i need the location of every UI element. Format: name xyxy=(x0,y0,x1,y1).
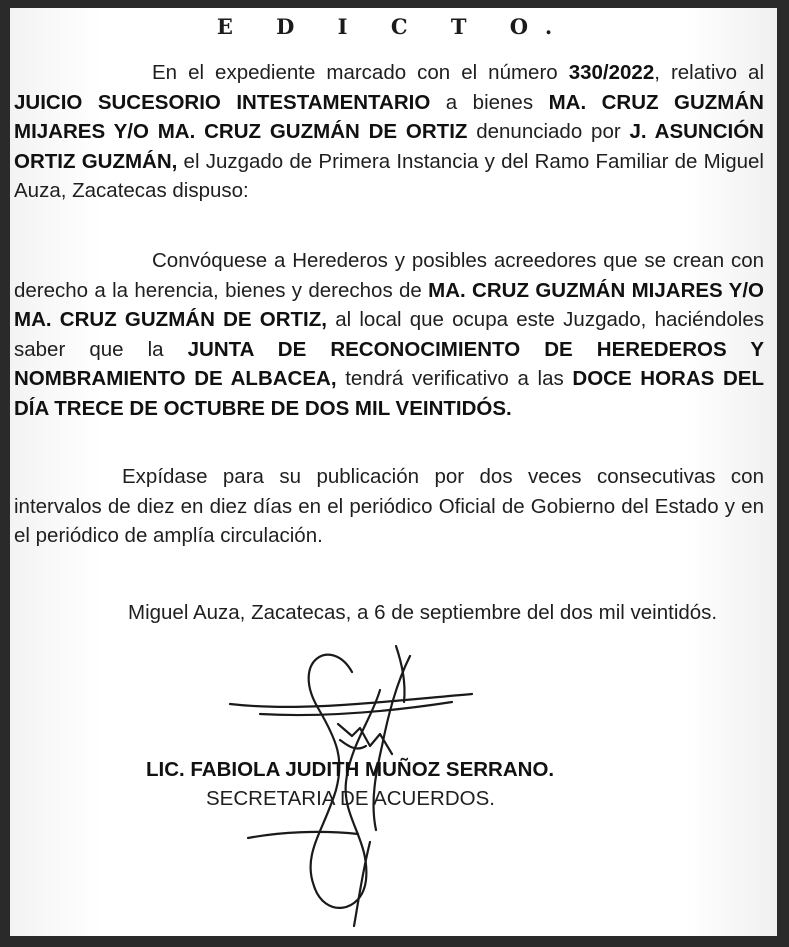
case-type: JUICIO SUCESORIO INTESTAMENTARIO xyxy=(14,90,431,114)
signatory-role: SECRETARIA DE ACUERDOS. xyxy=(206,787,495,810)
summons-text-3: tendrá verificativo a las xyxy=(336,367,573,391)
paragraph-publication: Expídase para su publicación por dos veces consecutivas con intervalos de diez en diez días en el periódico Oficial de Gobierno del Estado y en el periódico de amplía circulación. xyxy=(14,465,764,548)
case-text-2: , relativo al xyxy=(654,61,764,84)
hearing-name: JUNTA DE RECONOCIMIENTO DE HEREDEROS Y NOMBRAMIENTO DE ALBACEA, xyxy=(14,337,764,391)
document-page xyxy=(10,8,777,936)
summons-text-1: Convóquese a Herederos y posibles acreedores que se crean con derecho a la herencia, bienes y derechos de xyxy=(14,249,764,302)
case-text-3: a bienes xyxy=(430,90,549,114)
summons-deceased-name: MA. CRUZ GUZMÁN MIJARES Y/O MA. CRUZ GUZMÁN DE ORTIZ, xyxy=(14,278,764,332)
case-text-1: En el expediente marcado con el número xyxy=(152,61,569,84)
case-text-4: denunciado por xyxy=(467,120,630,144)
claimant-name: J. ASUNCIÓN ORTIZ GUZMÁN, xyxy=(14,120,764,173)
deceased-name: MA. CRUZ GUZMÁN MIJARES Y/O MA. CRUZ GUZMÁN DE ORTIZ xyxy=(14,90,764,144)
summons-text-2: al local que ocupa este Juzgado, haciéndoles saber que la xyxy=(14,308,764,361)
case-text-5: el Juzgado de Primera Instancia y del Ramo Familiar de Miguel Auza, Zacatecas dispuso: xyxy=(14,149,764,203)
paragraph-place-date: Miguel Auza, Zacatecas, a 6 de septiembre del dos mil veintidós. xyxy=(128,601,718,624)
document-title: E D I C T O. xyxy=(216,14,571,39)
case-number: 330/2022 xyxy=(568,61,655,84)
paragraph-summons xyxy=(14,246,764,424)
signatory-name: LIC. FABIOLA JUDITH MUÑOZ SERRANO. xyxy=(146,758,555,781)
paragraph-case-details xyxy=(14,58,764,206)
hearing-date: DOCE HORAS DEL DÍA TRECE DE OCTUBRE DE DOS MIL VEINTIDÓS. xyxy=(14,367,765,420)
